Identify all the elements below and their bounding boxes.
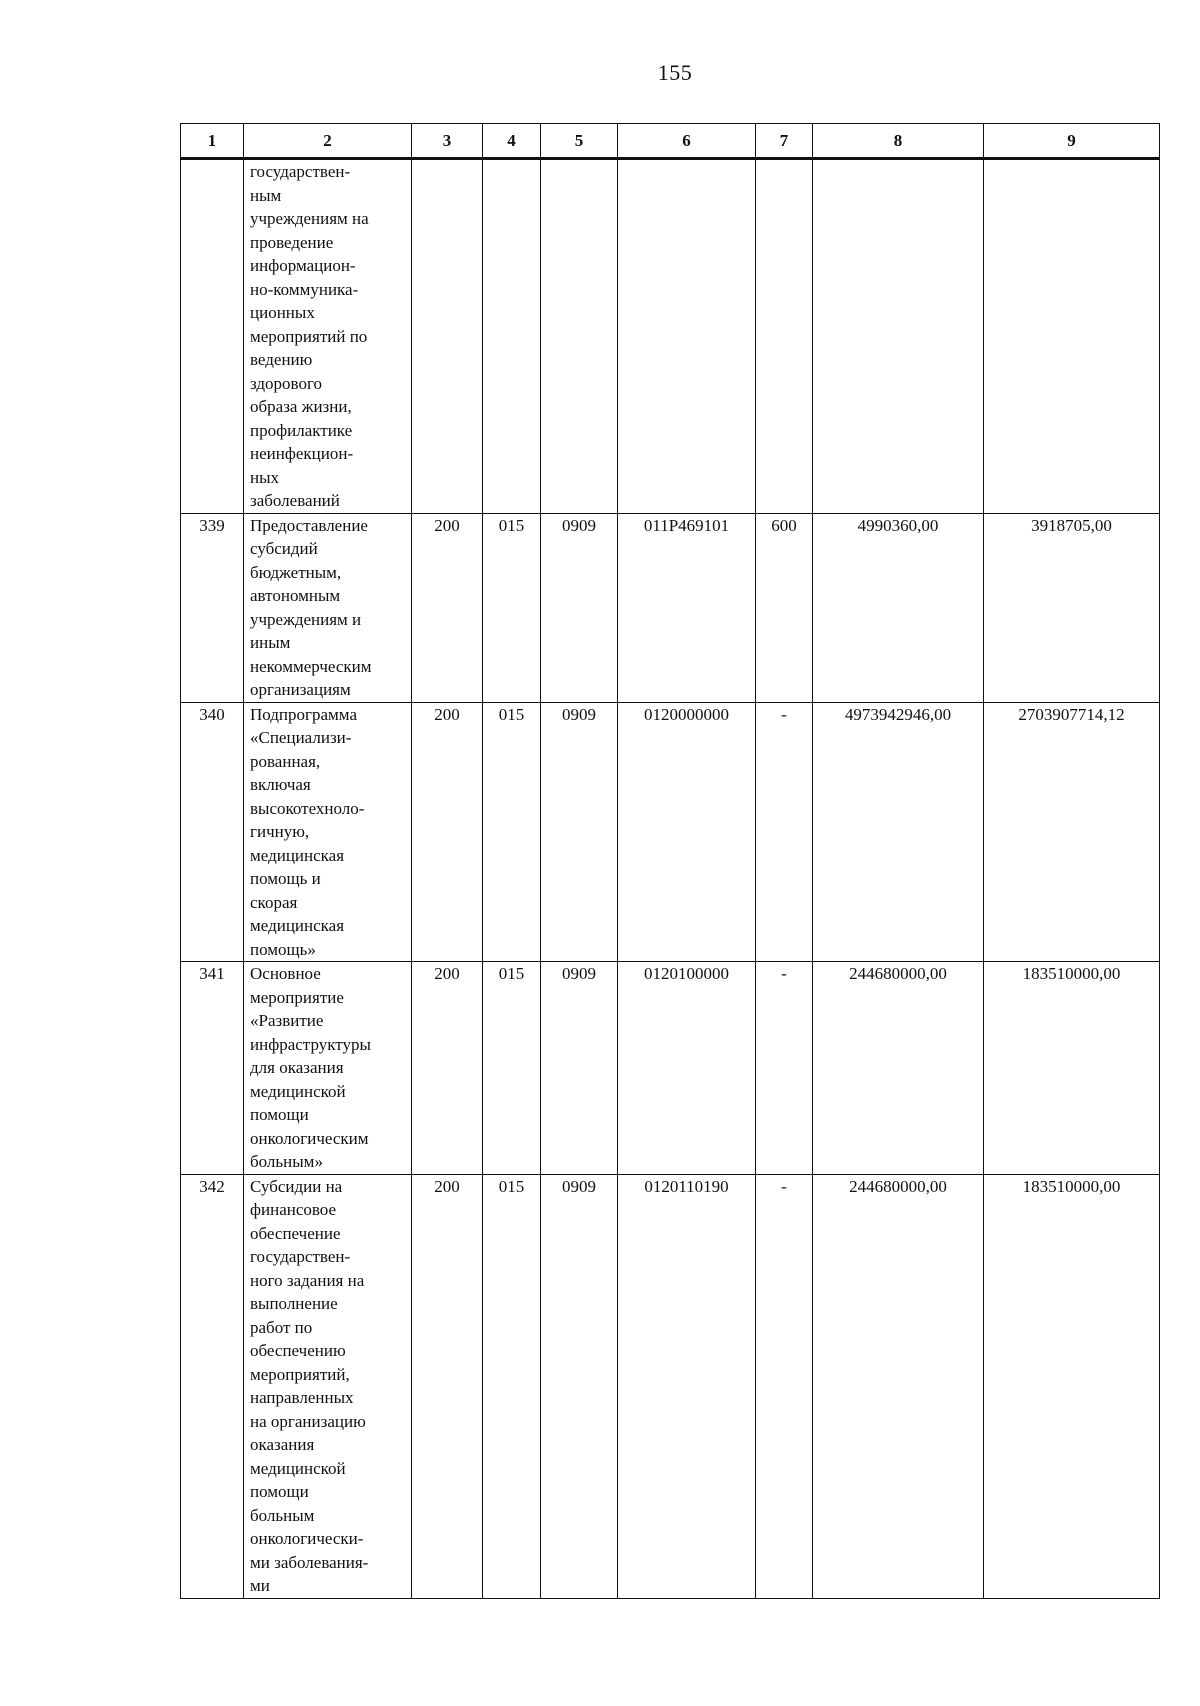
row-name-line: проведение <box>250 232 334 252</box>
row-name-line: гичную, <box>250 822 310 841</box>
row-name-line: «Специализи- <box>250 728 352 747</box>
page-number: 155 <box>657 60 693 85</box>
header-col-5: 5 <box>541 124 618 159</box>
col-6-code: 011P469101 <box>618 513 756 702</box>
col-9-amount: 3918705,00 <box>984 513 1160 702</box>
row-name-line: ным <box>250 185 282 205</box>
row-name-line: но-коммуника- <box>250 279 359 299</box>
col-4-code: 015 <box>483 1174 541 1598</box>
row-name-line: ведению <box>250 350 313 369</box>
row-name-line: «Развитие <box>250 1011 324 1030</box>
row-name-line: мероприятий, <box>250 1364 350 1384</box>
row-name-line: Основное <box>250 964 321 983</box>
row-number: 339 <box>181 513 244 702</box>
row-name-line: помощь и <box>250 869 321 888</box>
row-name-line: обеспечению <box>250 1341 346 1360</box>
row-name-line: медицинская <box>250 845 345 865</box>
row-name <box>244 159 412 514</box>
table-row <box>181 702 1160 962</box>
row-name-line: больным <box>250 1505 315 1525</box>
row-name-line: неинфекцион- <box>250 444 354 463</box>
row-name-line: ми заболевания- <box>250 1552 369 1572</box>
row-name-line: онкологически- <box>250 1529 364 1548</box>
table-body <box>181 159 1160 1599</box>
col-9-amount: 2703907714,12 <box>984 702 1160 962</box>
table-row <box>181 1174 1160 1598</box>
col-5-code: 0909 <box>541 1174 618 1598</box>
col-4-code <box>483 159 541 514</box>
col-3-code: 200 <box>412 513 483 702</box>
row-name-line: Субсидии на <box>250 1176 343 1196</box>
row-name-line: ного задания на <box>250 1270 365 1290</box>
row-name-line: бюджетным, <box>250 562 342 582</box>
header-col-2: 2 <box>244 124 412 159</box>
row-name-line: Предоставление <box>250 515 368 535</box>
col-8-amount: 244680000,00 <box>813 1174 984 1598</box>
header-col-7: 7 <box>756 124 813 159</box>
row-name-line: обеспечение <box>250 1223 341 1243</box>
table-row <box>181 159 1160 514</box>
col-9-amount <box>984 159 1160 514</box>
row-name-line: Подпрограмма <box>250 704 357 724</box>
row-name-line: на организацию <box>250 1411 366 1431</box>
row-name <box>244 702 412 962</box>
row-name-line: помощи <box>250 1105 309 1124</box>
row-name-line: больным» <box>250 1152 323 1171</box>
col-3-code: 200 <box>412 702 483 962</box>
row-name-line: скорая <box>250 892 298 912</box>
row-name-line: работ по <box>250 1317 313 1337</box>
row-name-line: включая <box>250 775 311 794</box>
row-name-line: медицинской <box>250 1081 346 1101</box>
row-name-line: иным <box>250 633 291 652</box>
row-name-line: медицинской <box>250 1458 346 1478</box>
header-row <box>181 124 1160 159</box>
col-7-code <box>756 159 813 514</box>
row-name-line: рованная, <box>250 751 321 771</box>
row-number: 341 <box>181 962 244 1175</box>
col-5-code <box>541 159 618 514</box>
header-col-9: 9 <box>984 124 1160 159</box>
table-row <box>181 962 1160 1175</box>
header-col-4: 4 <box>483 124 541 159</box>
header-col-1: 1 <box>181 124 244 159</box>
row-name-line: государствен- <box>250 1247 351 1266</box>
row-name-line: автономным <box>250 586 341 605</box>
row-name-line: заболеваний <box>250 491 340 510</box>
row-name-line: для оказания <box>250 1058 344 1077</box>
row-name-line: учреждениям и <box>250 609 362 629</box>
row-name-line: инфраструктуры <box>250 1034 371 1054</box>
row-name <box>244 1174 412 1598</box>
row-name-line: субсидий <box>250 539 318 558</box>
row-name-line: ных <box>250 467 280 487</box>
col-4-code: 015 <box>483 513 541 702</box>
col-4-code: 015 <box>483 962 541 1175</box>
header-col-8: 8 <box>813 124 984 159</box>
row-name <box>244 513 412 702</box>
col-8-amount <box>813 159 984 514</box>
col-3-code: 200 <box>412 1174 483 1598</box>
col-9-amount: 183510000,00 <box>984 1174 1160 1598</box>
col-5-code: 0909 <box>541 702 618 962</box>
row-name-line: медицинская <box>250 916 345 935</box>
row-name-line: здорового <box>250 373 323 393</box>
row-name-line: направленных <box>250 1388 354 1407</box>
row-name <box>244 962 412 1175</box>
col-8-amount: 4973942946,00 <box>813 702 984 962</box>
row-name-line: учреждениям на <box>250 209 369 228</box>
col-8-amount: 4990360,00 <box>813 513 984 702</box>
row-name-line: ционных <box>250 303 315 322</box>
row-name-line: высокотехноло- <box>250 798 365 818</box>
row-name-line: онкологическим <box>250 1128 369 1148</box>
col-7-code: 600 <box>756 513 813 702</box>
row-name-line: организациям <box>250 680 351 699</box>
row-name-line: мероприятие <box>250 987 344 1007</box>
col-6-code: 0120100000 <box>618 962 756 1175</box>
col-6-code: 0120000000 <box>618 702 756 962</box>
col-7-code: - <box>756 962 813 1175</box>
row-name-line: финансовое <box>250 1200 337 1219</box>
row-name-line: оказания <box>250 1435 315 1454</box>
row-name-line: мероприятий по <box>250 326 368 346</box>
col-3-code <box>412 159 483 514</box>
col-6-code <box>618 159 756 514</box>
col-7-code: - <box>756 1174 813 1598</box>
row-name-line: выполнение <box>250 1294 338 1313</box>
row-name-line: государствен- <box>250 162 351 181</box>
row-number <box>181 159 244 514</box>
row-name-line: образа жизни, <box>250 397 352 416</box>
col-3-code: 200 <box>412 962 483 1175</box>
row-number: 342 <box>181 1174 244 1598</box>
row-name-line: ми <box>250 1576 270 1595</box>
row-name-line: некоммерческим <box>250 656 372 676</box>
table-header <box>181 124 1160 159</box>
col-4-code: 015 <box>483 702 541 962</box>
row-name-line: помощь» <box>250 939 316 959</box>
col-8-amount: 244680000,00 <box>813 962 984 1175</box>
budget-table <box>180 123 1160 1599</box>
row-number: 340 <box>181 702 244 962</box>
row-name-line: информацион- <box>250 256 356 275</box>
col-7-code: - <box>756 702 813 962</box>
row-name-line: профилактике <box>250 420 353 440</box>
col-5-code: 0909 <box>541 962 618 1175</box>
col-5-code: 0909 <box>541 513 618 702</box>
header-col-3: 3 <box>412 124 483 159</box>
col-9-amount: 183510000,00 <box>984 962 1160 1175</box>
header-col-6: 6 <box>618 124 756 159</box>
row-name-line: помощи <box>250 1482 309 1501</box>
table-row <box>181 513 1160 702</box>
col-6-code: 0120110190 <box>618 1174 756 1598</box>
